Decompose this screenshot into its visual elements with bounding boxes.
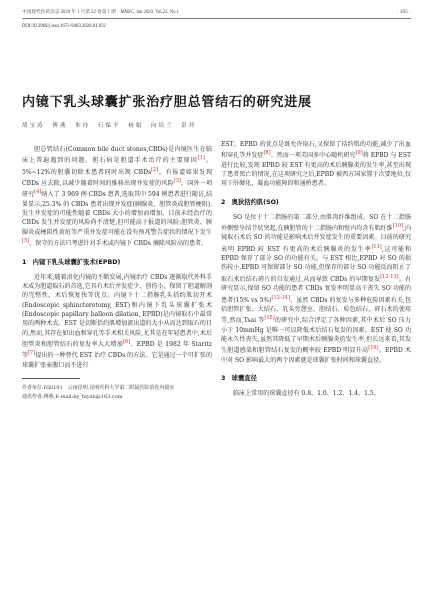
citation: [12-14] — [271, 294, 290, 301]
page-number: · 105 · — [396, 9, 411, 15]
citation: [9] — [355, 150, 363, 157]
section-heading-2: 2 奥狄括约肌(SO) — [221, 198, 279, 206]
citation: [5] — [22, 238, 30, 245]
section-heading-3: 3 球囊直径 — [221, 374, 257, 382]
section-3-paragraph: 临床上常用的球囊直径有 0.8、1.0、1.2、1.4、1.5、 — [233, 389, 380, 397]
body-text: EST。EPBD 的优点是既允许取石,又保留了括约肌的功能,减少了出血和穿孔等并发症 — [221, 141, 411, 160]
citation: [7] — [28, 350, 36, 357]
body-text: 。然而一项美国多中心随机研究 — [270, 152, 356, 160]
section-1-continued — [221, 140, 411, 189]
citation: [10] — [392, 223, 403, 230]
intro-text: 。5%~12%的胆囊切除术患者同时出现 CBDs — [22, 157, 213, 176]
citation: [4] — [34, 189, 42, 196]
body-text: 提出的一种替代 EST 治疗 CBDs 的方法。它是通过一个可扩张的球囊扩张壶腹口而不进行 — [22, 352, 212, 369]
section-1-paragraph — [22, 273, 212, 370]
intro-paragraph — [22, 145, 212, 249]
body-text: 。虽然 CBDs 的复发与多种危险因素有关,包括胆管扩张、大结石、乳头旁憩室、胆结石、棕色结石、碎石术的使用等,然而,Tsai 等 — [221, 296, 411, 325]
doi: DOI:10.3969/j.issn.1672-9463.2020.01.032 — [22, 24, 106, 29]
left-column — [22, 145, 212, 401]
section-2-paragraph — [221, 213, 411, 365]
body-text: 。有研究显示,保留 SO 功能的患者 CBDs 复发率明显高于丧失 SO 功能的患者(15% vs 5%) — [221, 275, 412, 304]
intro-text: 。国外一项研究 — [22, 180, 212, 199]
citation: [2] — [151, 166, 159, 173]
citation: [12-13] — [380, 273, 399, 280]
body-text: ,内镜取石术后 SO 的功能是影响术后并发症发生的重要因素。目前的研究表明 EPBD 较 EST 有更高的术后胰腺炎的发生率 — [221, 225, 411, 253]
footnote-affiliation: 作者单位:650101 云南昆明,昆明医科大学第二附属医院消化内镜室 — [22, 384, 175, 391]
body-text: 。EPBD 术中对 SO 影响最大的两个因素就是球囊扩张时间和球囊直径。 — [221, 347, 411, 364]
body-text: ,这可能和 EPBD 保存了部分 SO 的功能有关。与 EST 相比,EPBD 对 SO 的损伤较小,EPBD 可保留部分 SO 功能,但保存的部分 SO 功能反而阻止了取石术后结石碎片的自发通过,从而导致 CBDs 的早期复发 — [221, 245, 411, 283]
body-text: 的研究中,综合评定了各种因素,其中术后 SO 压力小于 10mmHg 是唯一可以降低术后结石复发的因素。EST 使 SO 功能永久性丧失,虽然其降低了早期术后胰腺炎的发生率,但长远来看,其发生胆道感染和胆管结石复发的概率较 EPBD 明显升高 — [221, 317, 411, 355]
intro-text: 。保守的方法只考虑针对手术或内镜下 CBDs 摘除风险高的患者。 — [29, 240, 208, 248]
footnote-correspondence: 通讯作者:傅燕,E-mail:ky_fuyan@163.com — [22, 393, 123, 400]
section-heading-1: 1 内镜下乳头球囊扩张术(EPBD) — [22, 258, 121, 266]
header-rule — [22, 18, 411, 19]
citation: [11] — [371, 243, 382, 250]
body-text: 。EPBD 是 1982 年 Staritz 等 — [22, 340, 212, 360]
citation: [16] — [368, 345, 379, 352]
citation: [8] — [263, 150, 271, 157]
intro-text: 纳入了 3 969 例 CBDs 患者,选取其中 594 例患者进行随访,结果显示,25.3% 的 CBDs 患者出现并发症(胰腺炎、胆管炎或胆管梗阻),发生并发症的可能性随着 CBDs 大小的增加而增加。目前未经治疗的 CBDs 发生并发症的风险尚不清楚,但可能高于报道的风险;胆管炎、胰腺炎或梗阻性黄疸等严重并发症可能在没有预兆警告症状的情况下发生 — [22, 191, 212, 236]
footnote-rule — [22, 378, 80, 379]
author-list: 胡宝涛 傅燕 朱玲 石保平 杨娟 向培兰 彭玲 — [22, 123, 197, 129]
journal-citation: 中国现代医药杂志 2020 年 1 月第 22 卷第 1 期 MMJC, Jan 2020, Vol.22, No.1 — [22, 10, 179, 15]
intro-text: 胆总管结石(Common bile duct stones,CBDs)是内镜医生在临床上普遍遇到的问题。胆石病是胆道手术治疗的主要原因 — [22, 146, 212, 165]
citation: [6] — [123, 338, 131, 345]
intro-text: 。有报道如果发现 CBDs 应去除,以减少随着时间的推移出现并发症的风险 — [22, 168, 213, 188]
running-header — [22, 9, 411, 21]
body-text: 近年来,随着消化内镜的不断发展,内镜治疗 CBDs 逐渐取代外科手术成为胆道取石的首选,它具有术后并发症少、创伤小、保留了胆道解剖的完整性、术后恢复快等优点。内镜下十二指肠乳头括约肌切开术(Endoscopic sphincterotomy, EST)和内镜下乳头球囊扩张术(Endoscopic papillary balloon dilation, EPBD)是内镜取石中最常用的两种术式。EST 是切断括约肌增加流出道的大小从而达到取石的目的,然而,其存在如出血和穿孔等手术相关风险,尤其是在年轻患者中,术后胆管炎和胆管结石的复发率大大增加 — [22, 273, 212, 348]
citation: [1] — [197, 155, 205, 162]
article-title: 内镜下乳头球囊扩张治疗胆总管结石的研究进展 — [22, 95, 312, 110]
body-text: 将 EPBD 与 EST 进行比较,发现 EPBD 较 EST 有更高的术后胰腺炎的发生率,甚至出现了患者死亡的情况,在这项研究之后,EPBD 被西方国家置于次要地位,仅用于肝硬化、凝血功能障碍和通桥患者。 — [221, 152, 412, 188]
right-column — [221, 140, 411, 398]
citation: [3] — [173, 178, 181, 185]
citation: [15] — [264, 315, 275, 322]
body-text: SO 是位于十二指肠的第二部分,由肌肉纤维组成。SO 在十二指肠外侧壁呈结节状突起,在胰胆管的十二指肠内和壁内均含有肌纤维 — [221, 213, 411, 233]
